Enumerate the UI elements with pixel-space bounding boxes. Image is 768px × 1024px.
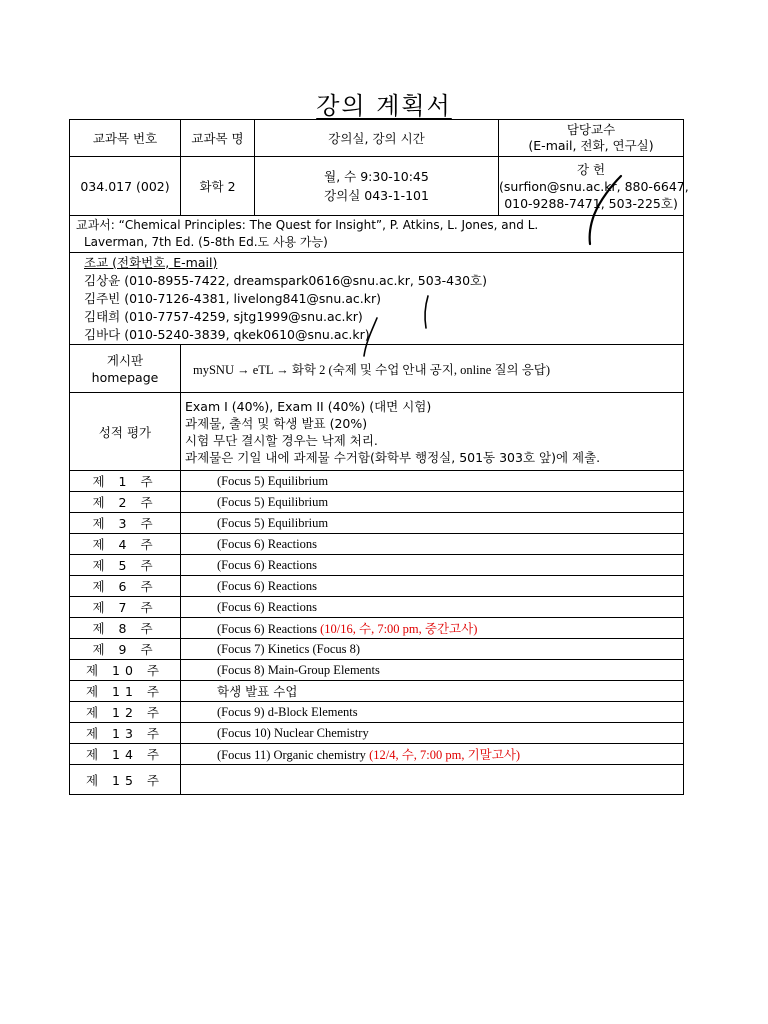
professor-name: 강 헌 <box>576 161 606 177</box>
course-name: 화학 2 <box>181 157 255 216</box>
week-label: 제 14 주 <box>70 744 181 765</box>
week-topic: (Focus 7) Kinetics (Focus 8) <box>217 641 361 656</box>
week-topic: (Focus 8) Main-Group Elements <box>217 662 380 677</box>
textbook-line-1: 교과서: “Chemical Principles: The Quest for Insight”, P. Atkins, L. Jones, and L. <box>76 218 539 232</box>
pen-stroke <box>364 318 377 356</box>
ta-item: 김상윤 (010-8955-7422, dreamspark0616@snu.ac.kr, 503-430호) <box>84 272 487 288</box>
course-room: 강의실 043-1-101 <box>324 188 429 203</box>
professor-contact-1: (surfion@snu.ac.kr, 880-6647, <box>499 178 689 194</box>
grading-line: 시험 무단 결시할 경우는 낙제 처리. <box>185 432 378 448</box>
week-label: 제 11 주 <box>70 681 181 702</box>
week-label: 제 9 주 <box>70 639 181 660</box>
course-number-header: 교과목 번호 <box>70 120 181 157</box>
week-label: 제 2 주 <box>70 492 181 513</box>
board-path: mySNU → eTL → 화학 2 (숙제 및 수업 안내 공지, online 질의 응답) <box>181 345 684 393</box>
week-label: 제 13 주 <box>70 723 181 744</box>
week-topic: (Focus 11) Organic chemistry <box>217 748 370 762</box>
ta-item: 김태희 (010-7757-4259, sjtg1999@snu.ac.kr) <box>84 308 363 324</box>
week-topic: (Focus 6) Reactions <box>217 622 321 636</box>
week-label: 제 6 주 <box>70 576 181 597</box>
week-label: 제 1 주 <box>70 471 181 492</box>
week-topic: (Focus 9) d-Block Elements <box>217 704 358 719</box>
ta-item: 김바다 (010-5240-3839, qkek0610@snu.ac.kr) <box>84 326 370 342</box>
professor-header-subtitle: (E-mail, 전화, 연구실) <box>528 138 654 153</box>
week-topic: (Focus 5) Equilibrium <box>217 515 329 530</box>
week-topic: (Focus 5) Equilibrium <box>217 473 329 488</box>
week-label: 제 10 주 <box>70 660 181 681</box>
week-label: 제 7 주 <box>70 597 181 618</box>
course-name-header: 교과목 명 <box>181 120 255 157</box>
grading-line: Exam I (40%), Exam II (40%) (대면 시험) <box>185 398 432 414</box>
board-label-korean: 게시판 <box>106 352 144 368</box>
pen-stroke <box>590 176 621 244</box>
textbook-line-2: Laverman, 7th Ed. (5-8th Ed.도 사용 가능) <box>84 235 328 249</box>
week-topic: 학생 발표 수업 <box>217 684 298 699</box>
exam-note: (10/16, 수, 7:00 pm, 중간고사) <box>320 622 478 636</box>
grading-label: 성적 평가 <box>70 393 181 471</box>
week-topic: (Focus 5) Equilibrium <box>217 494 329 509</box>
room-time-header: 강의실, 강의 시간 <box>255 120 499 157</box>
course-time: 월, 수 9:30-10:45 <box>324 169 429 184</box>
ta-item: 김주빈 (010-7126-4381, livelong841@snu.ac.kr) <box>84 290 381 306</box>
week-label: 제 15 주 <box>70 765 181 795</box>
week-label: 제 4 주 <box>70 534 181 555</box>
board-label-english: homepage <box>91 369 159 385</box>
week-label: 제 5 주 <box>70 555 181 576</box>
pen-stroke <box>425 296 428 328</box>
week-topic: (Focus 6) Reactions <box>217 599 317 614</box>
week-topic: (Focus 6) Reactions <box>217 536 317 551</box>
week-label: 제 3 주 <box>70 513 181 534</box>
week-label: 제 8 주 <box>70 618 181 639</box>
course-number: 034.017 (002) <box>70 157 181 216</box>
week-label: 제 12 주 <box>70 702 181 723</box>
week-topic: (Focus 10) Nuclear Chemistry <box>217 725 369 740</box>
week-topic: (Focus 6) Reactions <box>217 557 317 572</box>
ta-heading: 조교 (전화번호, E-mail) <box>84 254 218 270</box>
document-title: 강의 계획서 <box>316 92 452 120</box>
grading-line: 과제물, 출석 및 학생 발표 (20%) <box>185 415 368 431</box>
professor-header-title: 담당교수 <box>566 122 616 137</box>
grading-line: 과제물은 기일 내에 과제물 수거함(화학부 행정실, 501동 303호 앞)에 제출. <box>185 449 601 465</box>
professor-contact-2: 010-9288-7471, 503-225호) <box>504 195 678 211</box>
exam-note: (12/4, 수, 7:00 pm, 기말고사) <box>369 748 521 762</box>
week-topic: (Focus 6) Reactions <box>217 578 317 593</box>
